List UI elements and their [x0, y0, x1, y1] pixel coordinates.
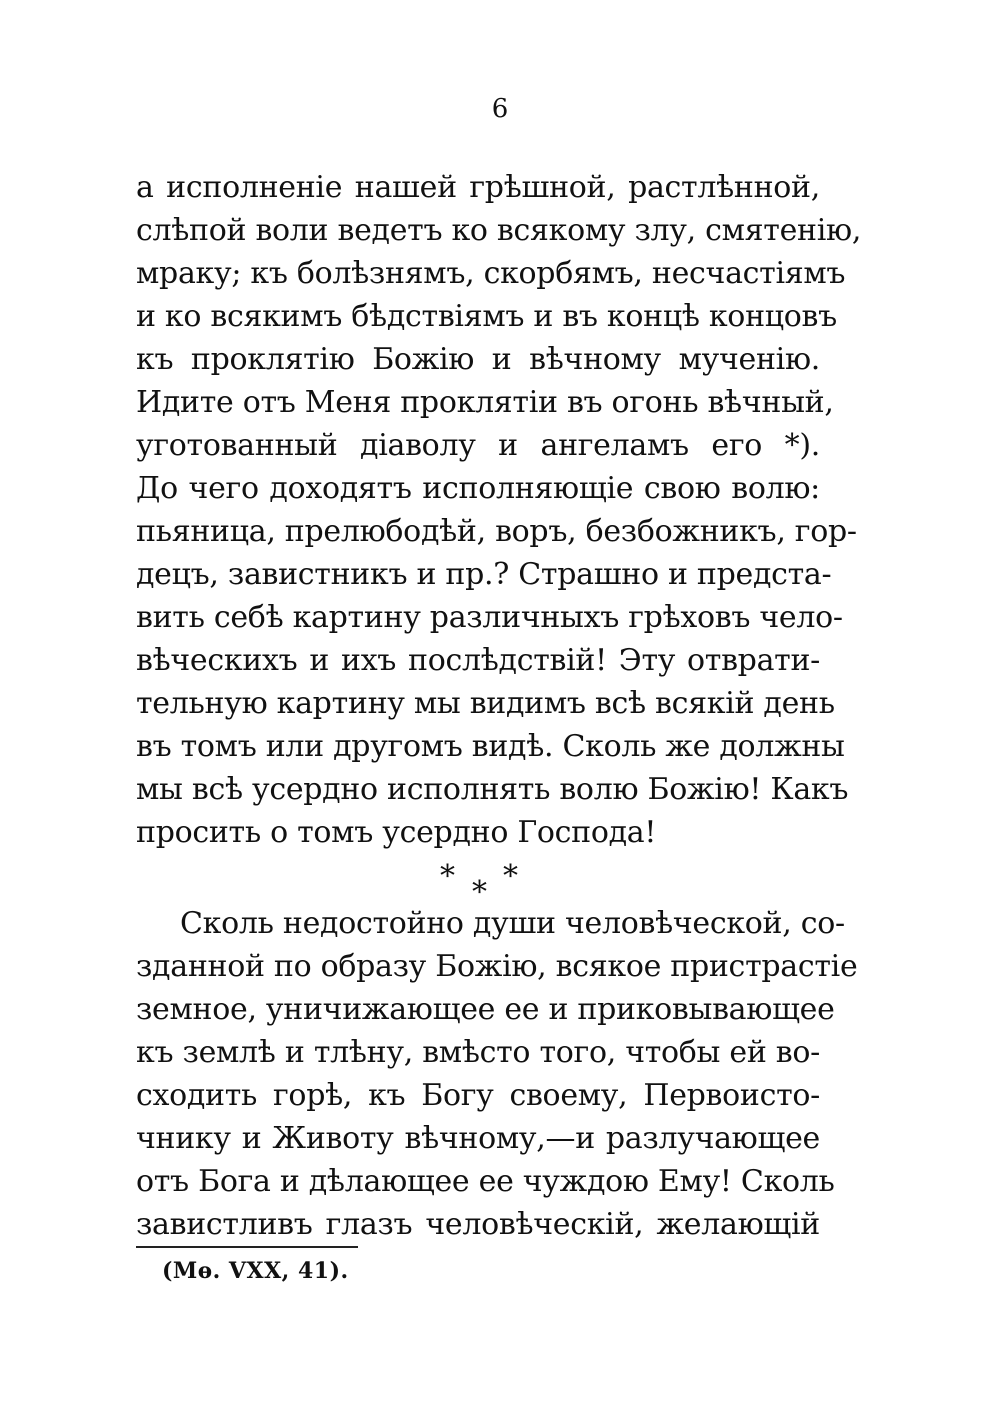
page-number: 6 [491, 94, 509, 124]
text-line: завистливъ глазъ человѣческій, желающій [136, 1207, 820, 1242]
text-line: отъ Бога и дѣлающее ее чуждою Ему! Сколь [136, 1164, 835, 1199]
text-line: чнику и Животу вѣчному,—и разлучающее [136, 1121, 820, 1156]
text-line: и ко всякимъ бѣдствіямъ и въ концѣ концовъ [136, 299, 837, 334]
text-line: уготованный діаволу и ангеламъ его *). [136, 428, 820, 463]
text-line: сходить горѣ, къ Богу своему, Первоисто- [136, 1078, 820, 1113]
text-line: тельную картину мы видимъ всѣ всякій день [136, 686, 835, 721]
text-line: къ землѣ и тлѣну, вмѣсто того, чтобы ей во- [136, 1035, 820, 1070]
text-line: Сколь недостойно души человѣческой, со- [180, 906, 845, 941]
text-line: въ томъ или другомъ видѣ. Сколь же должны [136, 729, 845, 764]
text-line: До чего доходятъ исполняющіе свою волю: [136, 471, 820, 506]
paragraph-2 [136, 902, 858, 1246]
text-line: къ проклятію Божію и вѣчному мученію. [136, 342, 820, 377]
text-line: мы всѣ усердно исполнять волю Божію! Какъ [136, 772, 849, 807]
separator-asterisk: * [472, 875, 487, 910]
footnote: (Мѳ. VXX, 41). [162, 1258, 349, 1284]
paragraph-1 [136, 166, 862, 854]
text-line: вить себѣ картину различныхъ грѣховъ чело- [136, 600, 843, 635]
text-line: мраку; къ болѣзнямъ, скорбямъ, несчастіямъ [136, 256, 846, 291]
text-line: зданной по образу Божію, всякое пристрастіе [136, 949, 858, 984]
text-line: децъ, завистникъ и пр.? Страшно и предста- [136, 557, 832, 592]
footnote-divider [136, 1246, 358, 1248]
text-line: пьяница, прелюбодѣй, воръ, безбожникъ, гор- [136, 514, 857, 549]
text-line: а исполненіе нашей грѣшной, растлѣнной, [136, 170, 820, 205]
text-line: вѣческихъ и ихъ послѣдствій! Эту отврати- [136, 643, 820, 678]
separator-asterisk: * [503, 859, 518, 894]
text-line: Идите отъ Меня проклятіи въ огонь вѣчный, [136, 385, 834, 420]
separator-asterisk: * [440, 859, 455, 894]
section-separator [0, 852, 1000, 910]
text-line: земное, уничижающее ее и приковывающее [136, 992, 835, 1027]
text-line: слѣпой воли ведетъ ко всякому злу, смятенію, [136, 213, 862, 248]
text-line: просить о томъ усердно Господа! [136, 815, 657, 850]
